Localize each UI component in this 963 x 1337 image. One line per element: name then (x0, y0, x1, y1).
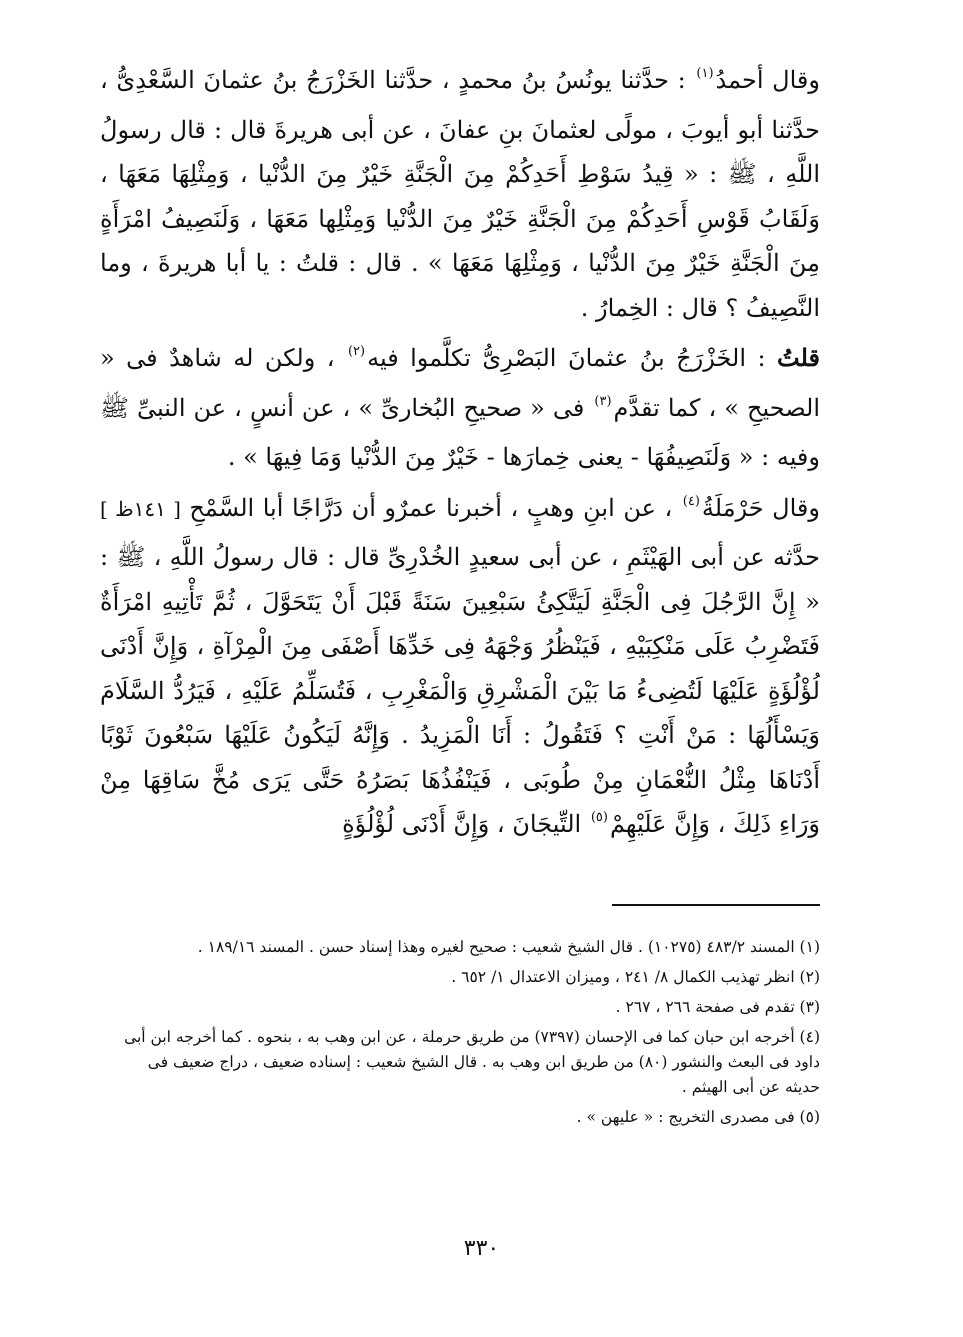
text: ، عن ابنِ وهبٍ ، أخبرنا عمرٌو أن دَرَّاجًا أبا السَّمْحِ (180, 493, 681, 522)
footnote-ref-3[interactable]: (٣) (594, 393, 612, 409)
text: فى « صحيحِ البُخارىِّ » ، عن أنسٍ ، عن النبىِّ ﷺ وفيه : « وَلَنَصِيفُهَا - يعنى خِمارَها - خَيْرٌ مِنَ الدُّنْيا وَمَا فِيهَا » . (100, 393, 820, 471)
text: ، ولكن له شاهدٌ فى « الصحيحِ » ، كما تقدَّم (100, 344, 820, 422)
footnote-3: (٣) تقدم فى صفحة ٢٦٦ ، ٢٦٧ . (615, 998, 820, 1016)
footnotes (112, 935, 820, 1135)
text: : الخَزْرَجُ بنُ عثمانَ البَصْرِىُّ تكلَّموا فيه (367, 344, 766, 372)
lead-word: قلتُ (777, 343, 820, 372)
footnote-ref-5[interactable]: (٥) (590, 810, 608, 825)
text: حدَّثه عن أبى الهَيْثَمِ ، عن أبى سعيدٍ الخُدْرِىِّ قال : قال رسولُ اللَّهِ ، ﷺ : « إِنَّ الرَّجُلَ فِى الْجَنَّةِ لَيَتَّكِئُ سَبْعِينَ سَنَةً قَبْلَ أَنْ يَتَحَوَّلَ ، ثُمَّ تَأْتِيهِ امْرَأَةٌ فَتَضْرِبُ عَلَى مَنْكِبَيْهِ ، فَيَنْظُرُ وَجْهَهُ فِى خَدِّهَا أَصْفَى مِنَ الْمِرْآةِ ، وَإِنَّ أَدْنَى لُؤْلُؤَةٍ عَلَيْهَا لَتُضِىءُ مَا بَيْنَ الْمَشْرِقِ وَالْمَغْرِبِ ، فَتُسَلِّمُ عَلَيْهِ ، فَيَرُدُّ السَّلَامَ وَيَسْأَلُهَا : مَنْ أَنْتِ ؟ فَتَقُولُ : أَنَا الْمَزِيدُ . وَإِنَّهُ لَيَكُونُ عَلَيْهَا سَبْعُونَ ثَوْبًا أَدْنَاهَا مِثْلُ النُّعْمَانِ مِنْ طُوبَى ، فَيَنْفُذُهَا بَصَرُهُ حَتَّى يَرَى مُخَّ سَاقِهَا مِنْ وَرَاءِ ذَلِكَ ، وَإِنَّ عَلَيْهِمْ (100, 543, 820, 838)
manuscript-folio-ref: [ ١٤١ظ ] (100, 496, 181, 521)
main-text (100, 58, 820, 852)
paragraph-hadith-ahmad (100, 58, 820, 330)
text: التِّيجَانَ ، وَإِنَّ أَدْنَى لُؤْلُؤَةٍ (342, 810, 589, 838)
footnote-divider (612, 904, 820, 906)
page-number: ٣٣٠ (463, 1236, 500, 1261)
footnote-ref-4[interactable]: (٤) (682, 493, 700, 509)
footnote-5: (٥) فى مصدرى التخريج : « عليهن » . (576, 1108, 820, 1126)
footnote-4: (٤) أخرجه ابن حبان كما فى الإحسان (٧٣٩٧) من طريق حرملة ، عن ابن وهب به ، بنحوه . كما أخرجه ابن أبى داود فى البعث والنشور (٨٠) من طريق ابن وهب به . قال الشيخ شعيب : إسناده ضعيف ، دراج ضعيف فى حديثه عن أبى الهيثم . (124, 1028, 820, 1096)
text: : حدَّثنا يونُسُ بنُ محمدٍ ، حدَّثنا الخَزْرَجُ بنُ عثمانَ السَّعْدِىُّ ، حدَّثنا أبو أيوبَ ، مولًى لعثمانَ بنِ عفانَ ، عن أبى هريرةَ قال : قال رسولُ اللَّهِ ، ﷺ : « قِيدُ سَوْطِ أَحَدِكُمْ مِنَ الْجَنَّةِ خَيْرٌ مِنَ الدُّنْيا ، وَمِثْلِهَا مَعَهَا ، وَلَقَابُ قَوْسِ أَحَدِكُمْ مِنَ الْجَنَّةِ خَيْرٌ مِنَ الدُّنْيا وَمِثْلِها مَعَهَا ، وَلَنَصِيفُ امْرَأَةٍ مِنَ الْجَنَّةِ خَيْرٌ مِنَ الدُّنْيا ، وَمِثْلِهَا مَعَهَا » . قال : قلتُ : يا أبا هريرةَ ، وما النَّصِيفُ ؟ قال : الخِمارُ . (100, 66, 820, 322)
footnote-1: (١) المسند ٤٨٣/٢ (١٠٢٧٥) . قال الشيخ شعيب : صحيح لغيره وهذا إسناد حسن . المسند ١٨٩/١٦ . (197, 938, 820, 956)
paragraph-commentary (100, 336, 820, 480)
text: وقال حَرْمَلَةُ (701, 493, 820, 522)
footnote-ref-1[interactable]: (١) (696, 66, 714, 81)
footnote-ref-2[interactable]: (٢) (347, 344, 366, 359)
footnote-2: (٢) انظر تهذيب الكمال ٨/ ٢٤١ ، وميزان الاعتدال ١/ ٦٥٢ . (451, 968, 820, 986)
text: وقال أحمدُ (715, 66, 820, 94)
paragraph-hadith-harmala (100, 486, 820, 852)
